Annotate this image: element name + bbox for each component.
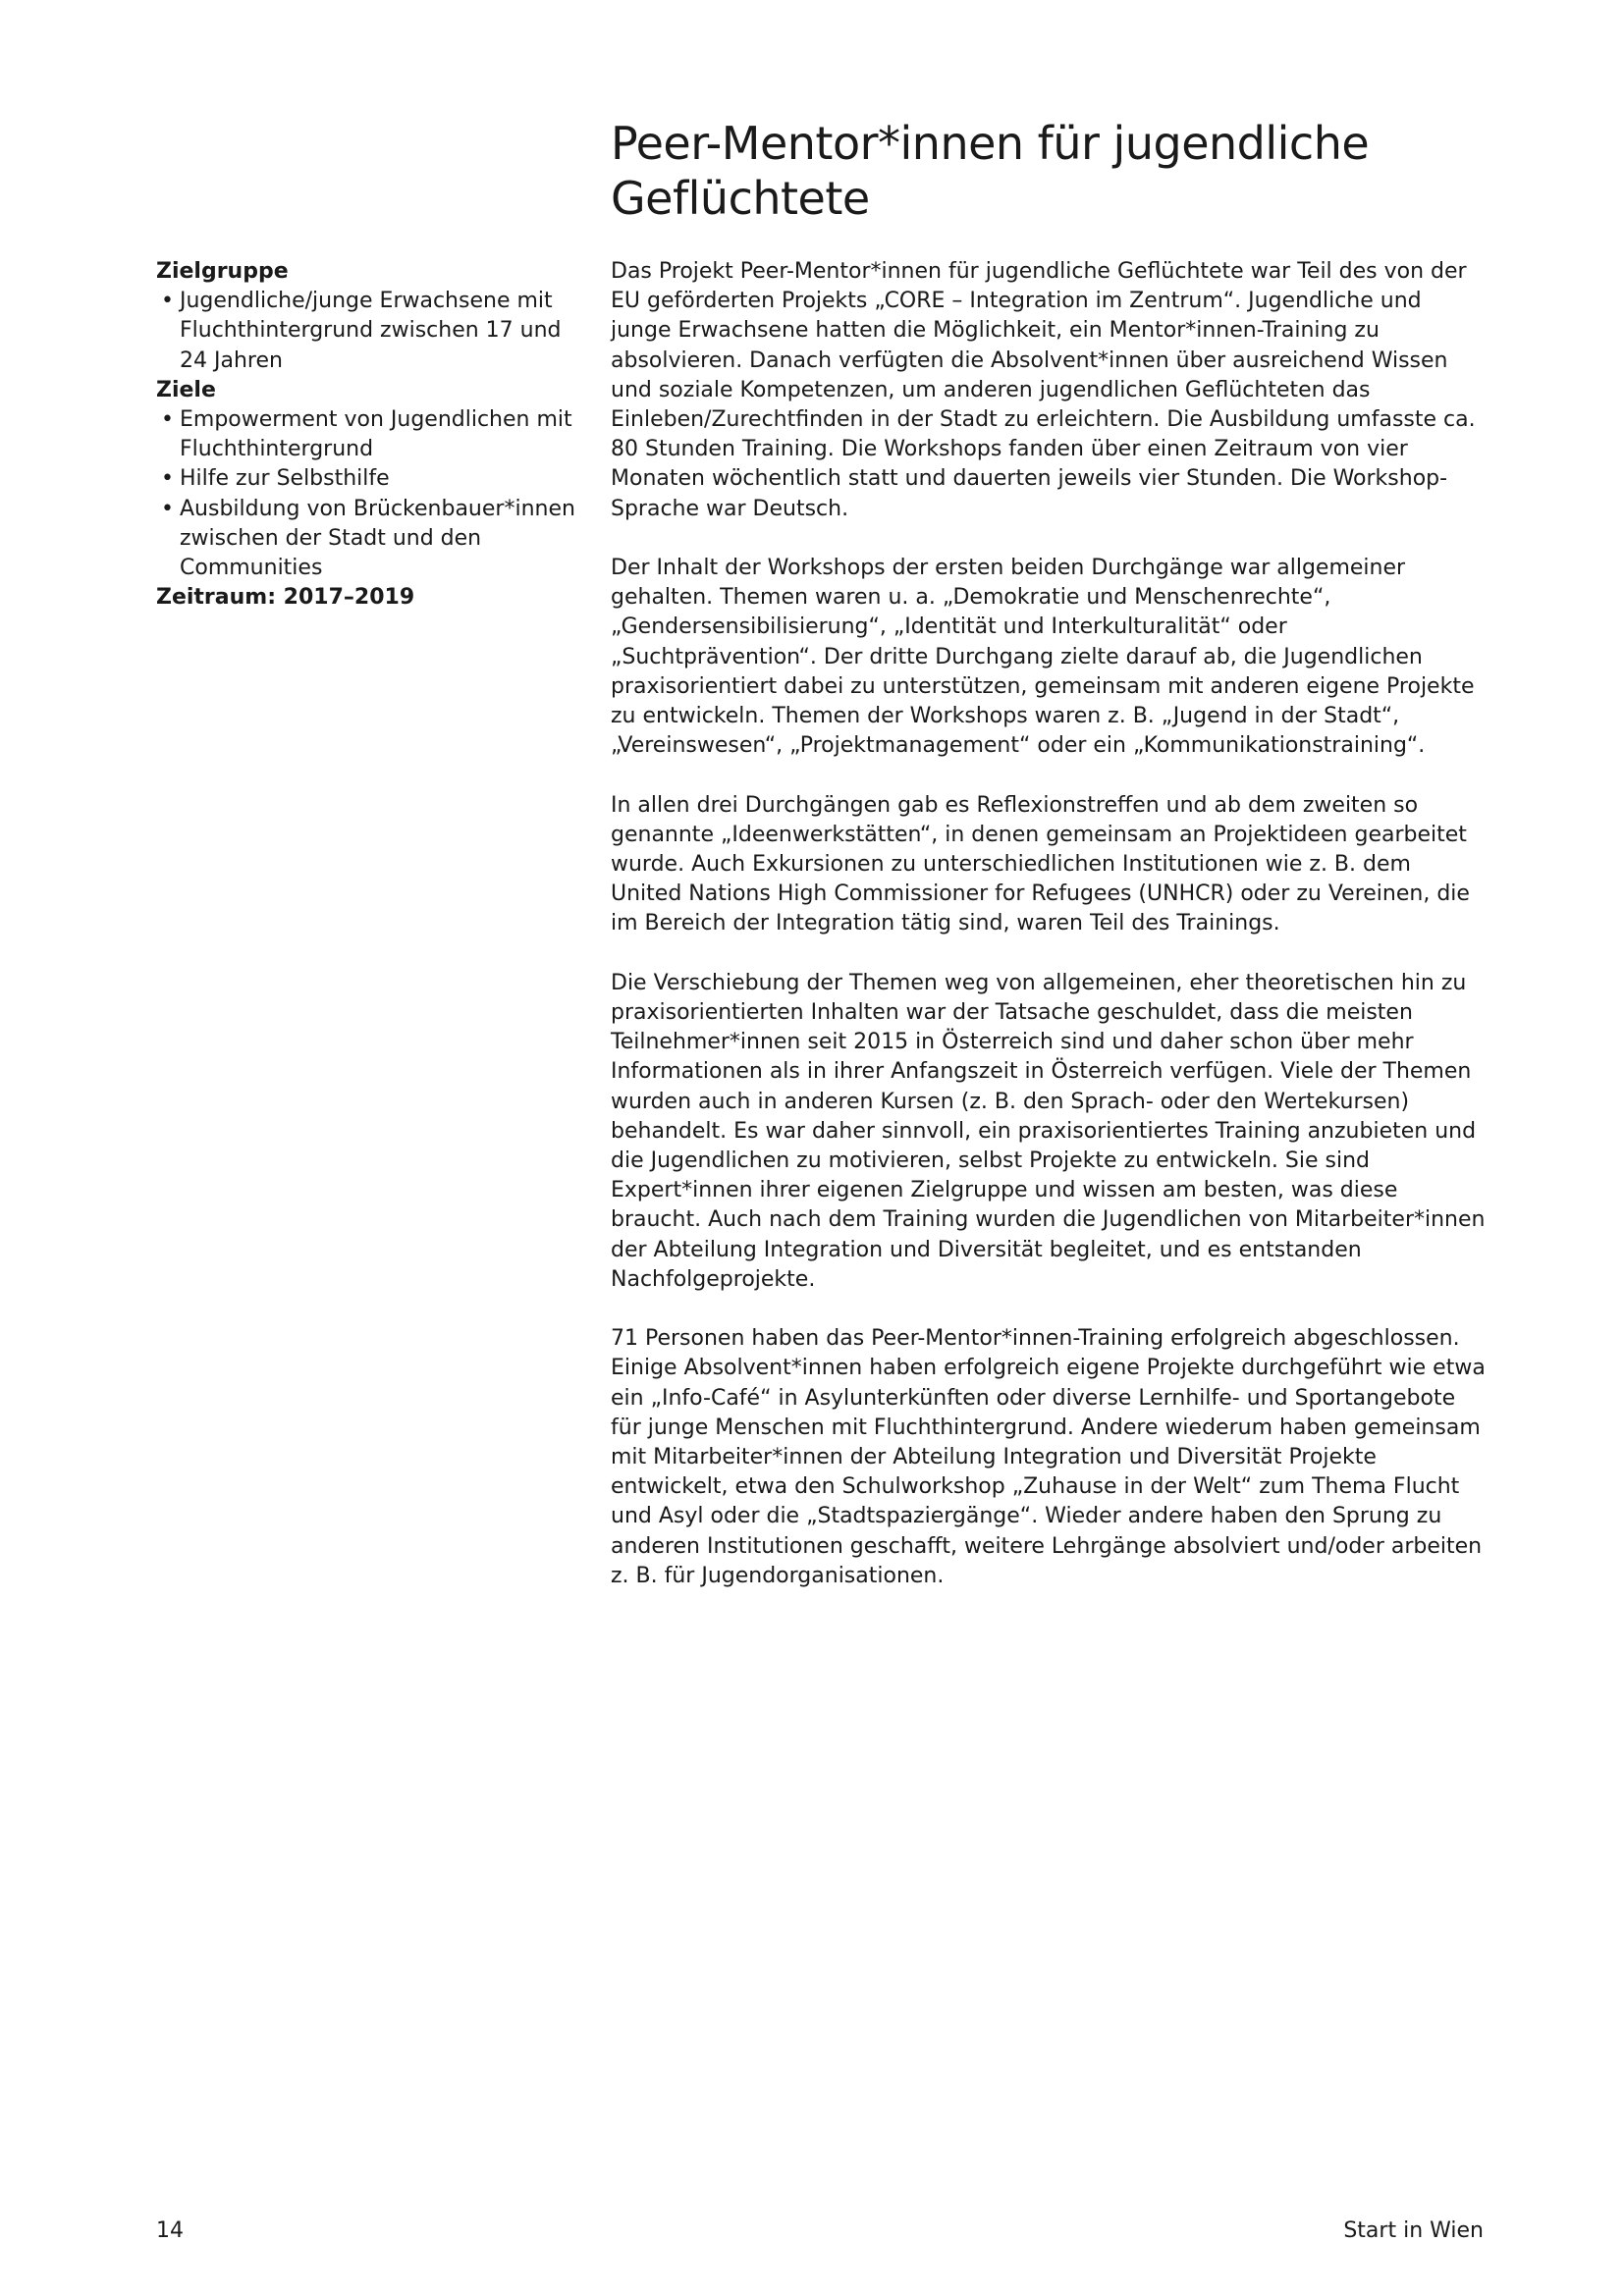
- target-group-list: [156, 287, 578, 376]
- target-group-heading: Zielgruppe: [156, 259, 289, 284]
- list-item-text: Hilfe zur Selbsthilfe: [180, 466, 390, 492]
- body-paragraph: 71 Personen haben das Peer-Mentor*innen-Training erfolgreich abgeschlossen. Einige Absolvent*innen haben erfolgreich eigene Projekte durchgeführt wie etwa ein „Info-Café“ in Asylunterkünften oder diverse Lernhilfe- und Sportangebote für junge Menschen mit Fluchthintergrund. Andere wiederum haben gemeinsam mit Mitarbeiter*innen der Abteilung Integration und Diversität Projekte entwickelt, etwa den Schulworkshop „Zuhause in der Welt“ zum Thema Flucht und Asyl oder die „Stadtspaziergänge“. Wieder andere haben den Sprung zu anderen Institutionen geschafft, weitere Lehrgänge absolviert und/oder arbeiten z. B. für Jugendorganisationen.: [611, 1326, 1486, 1588]
- page-number: 14: [156, 2218, 184, 2243]
- list-item: [156, 464, 578, 494]
- page-title: Peer-Mentor*innen für jugendliche Geflüchtete: [611, 117, 1370, 225]
- bullet-icon: •: [161, 466, 174, 492]
- list-item-text: Ausbildung von Brückenbauer*innen zwischen der Stadt und den Communities: [180, 496, 575, 581]
- list-item-text: Empowerment von Jugendlichen mit Fluchthintergrund: [180, 407, 572, 462]
- bullet-icon: •: [161, 496, 174, 521]
- body-paragraph: Das Projekt Peer-Mentor*innen für jugendliche Geflüchtete war Teil des von der EU geförderten Projekts „CORE – Integration im Zentrum“. Jugendliche und junge Erwachsene hatten die Möglichkeit, ein Mentor*innen-Training zu absolvieren. Danach verfügten die Absolvent*innen über ausreichend Wissen und soziale Kompetenzen, um anderen jugendlichen Geflüchteten das Einleben/Zurechtfinden in der Stadt zu erleichtern. Die Ausbildung umfasste ca. 80 Stunden Training. Die Workshops fanden über einen Zeitraum von vier Monaten wöchentlich statt und dauerten jeweils vier Stunden. Die Workshop-Sprache war Deutsch.: [611, 259, 1476, 521]
- goals-list: [156, 405, 578, 583]
- publication-title: Start in Wien: [1343, 2218, 1484, 2243]
- bullet-icon: •: [161, 407, 174, 433]
- article-body: [611, 257, 1487, 1621]
- body-paragraph: In allen drei Durchgängen gab es Reflexionstreffen und ab dem zweiten so genannte „Ideenwerkstätten“, in denen gemeinsam an Projektideen gearbeitet wurde. Auch Exkursionen zu unterschiedlichen Institutionen wie z. B. dem United Nations High Commissioner for Refugees (UNHCR) oder zu Vereinen, die im Bereich der Integration tätig sind, waren Teil des Trainings.: [611, 792, 1470, 936]
- bullet-icon: •: [161, 289, 174, 314]
- list-item: [156, 405, 578, 464]
- period-heading: Zeitraum: 2017–2019: [156, 585, 415, 611]
- body-paragraph: Die Verschiebung der Themen weg von allgemeinen, eher theoretischen hin zu praxisorientierten Inhalten war der Tatsache geschuldet, dass die meisten Teilnehmer*innen seit 2015 in Österreich sind und daher schon über mehr Informationen als in ihrer Anfangszeit in Österreich verfügen. Viele der Themen wurden auch in anderen Kursen (z. B. den Sprach- oder den Wertekursen) behandelt. Es war daher sinnvoll, ein praxisorientiertes Training anzubieten und die Jugendlichen zu motivieren, selbst Projekte zu entwickeln. Sie sind Expert*innen ihrer eigenen Zielgruppe und wissen am besten, was diese braucht. Auch nach dem Training wurden die Jugendlichen von Mitarbeiter*innen der Abteilung Integration und Diversität begleitet, und es entstanden Nachfolgeprojekte.: [611, 970, 1486, 1292]
- list-item-text: Jugendliche/junge Erwachsene mit Fluchthintergrund zwischen 17 und 24 Jahren: [180, 289, 562, 373]
- project-facts-sidebar: [156, 257, 578, 613]
- goals-heading: Ziele: [156, 377, 216, 402]
- list-item: [156, 287, 578, 376]
- body-paragraph: Der Inhalt der Workshops der ersten beiden Durchgänge war allgemeiner gehalten. Themen waren u. a. „Demokratie und Menschenrechte“, „Gendersensibilisierung“, „Identität und Interkulturalität“ oder „Suchtprävention“. Der dritte Durchgang zielte darauf ab, die Jugendlichen praxisorientiert dabei zu unterstützen, gemeinsam mit anderen eigene Projekte zu entwickeln. Themen der Workshops waren z. B. „Jugend in der Stadt“, „Vereinswesen“, „Projektmanagement“ oder ein „Kommunikationstraining“.: [611, 556, 1475, 759]
- list-item: [156, 495, 578, 584]
